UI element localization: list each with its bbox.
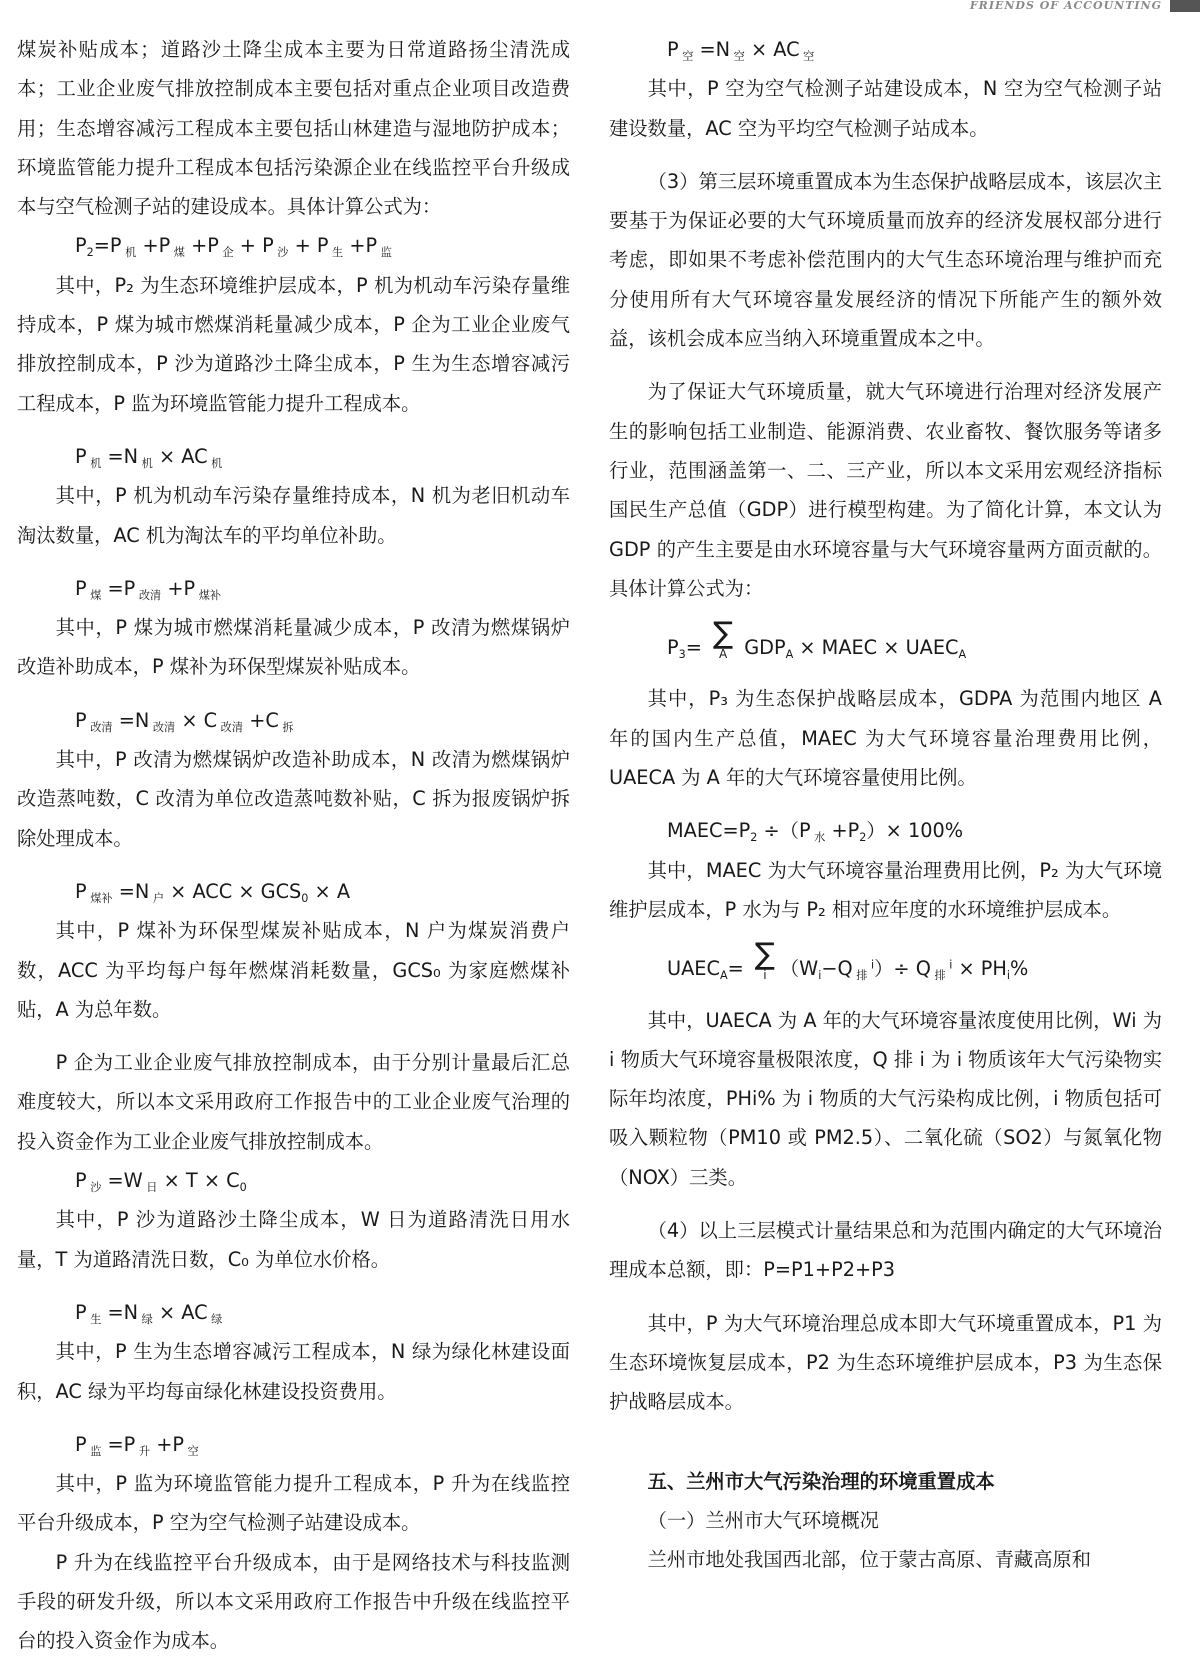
paragraph: 其中，P 机为机动车污染存量维持成本，N 机为老旧机动车淘汰数量，AC 机为淘汰车的平均单位补助。: [17, 484, 570, 547]
journal-header: [910, 0, 1200, 12]
section-heading: 五、兰州市大气污染治理的环境重置成本: [647, 1469, 995, 1493]
paragraph: 其中，UAECA 为 A 年的大气环境容量浓度使用比例，Wi 为 i 物质大气环境容量极限浓度，Q 排 i 为 i 物质该年大气污染物实际年均浓度，PHi% 为 i 物质的大气污染构成比例，i 物质包括可吸入颗粒物（PM10 或 PM2.5）、二氧化硫（SO2）与氮氧化物（NOX）三类。: [609, 1008, 1162, 1189]
formula-p2: $P_2=P$ $_机$ +P $_煤$ +P $_企$ + P $_沙$ + P $_生$ +P $_监$: [75, 234, 392, 260]
paragraph: （4）以上三层模式计量结果总和为范围内确定的大气环境治理成本总额，即：P=P1+P2+P3: [609, 1219, 1162, 1282]
sum-symbol: ∑ i: [754, 937, 776, 983]
formula-maec: $MAEC=P_2 \div(P$ $_水 +P_2)\times 100\%$: [667, 819, 964, 845]
formula-p-mei: P $_煤$ =P $_{改清}$ +P $_{煤补}$: [75, 576, 222, 602]
journal-header-text: FRIENDS OF ACCOUNTING: [969, 0, 1162, 12]
paragraph: 其中，P₂ 为生态环境维护层成本，P 机为机动车污染存量维持成本，P 煤为城市燃煤消耗量减少成本，P 企为工业企业废气排放控制成本，P 沙为道路沙土降尘成本，P 生为生态增容减污工程成本，P 监为环境监管能力提升工程成本。: [17, 273, 570, 415]
paragraph: 为了保证大气环境质量，就大气环境进行治理对经济发展产生的影响包括工业制造、能源消费、农业畜牧、餐饮服务等诸多行业，范围涵盖第一、二、三产业，所以本文采用宏观经济指标国民生产总值（GDP）进行模型构建。为了简化计算，本文认为 GDP 的产生主要是由水环境容量与大气环境容量两方面贡献的。具体计算公式为：: [609, 380, 1162, 600]
paragraph: 其中，P 空为空气检测子站建设成本，N 空为空气检测子站建设数量，AC 空为平均空气检测子站成本。: [609, 77, 1162, 140]
paragraph: （3）第三层环境重置成本为生态保护战略层成本，该层次主要基于为保证必要的大气环境质量而放弃的经济发展权部分进行考虑，即如果不考虑补偿范围内的大气生态环境治理与维护而充分使用所有大气环境容量发展经济的情况下所能产生的额外效益，该机会成本应当纳入环境重置成本之中。: [609, 169, 1162, 351]
paragraph: 其中，P₃ 为生态保护战略层成本，GDPA 为范围内地区 A 年的国内生产总值，MAEC 为大气环境容量治理费用比例，UAECA 为 A 年的大气环境容量使用比例。: [609, 687, 1162, 790]
right-column: [609, 30, 1162, 1579]
paragraph: 其中，P 煤补为环保型煤炭补贴成本，N 户为煤炭消费户数，ACC 为平均每户每年燃煤消耗数量，GCS₀ 为家庭燃煤补贴，A 为总年数。: [17, 919, 570, 1021]
paragraph: 其中，P 煤为城市燃煤消耗量减少成本，P 改清为燃煤锅炉改造补助成本，P 煤补为环保型煤炭补贴成本。: [17, 616, 570, 679]
paragraph: 其中，P 改清为燃煤锅炉改造补助成本，N 改清为燃煤锅炉改造蒸吨数，C 改清为单位改造蒸吨数补贴，C 拆为报废锅炉拆除处理成本。: [17, 748, 570, 850]
formula-p-jian: P $_监$ =P $_升$ +P $_空$: [75, 1432, 199, 1458]
paragraph: P 企为工业企业废气排放控制成本，由于分别计量最后汇总难度较大，所以本文采用政府工作报告中的工业企业废气治理的投入资金作为工业企业废气排放控制成本。: [17, 1051, 570, 1153]
paragraph: 煤炭补贴成本；道路沙土降尘成本主要为日常道路扬尘清洗成本；工业企业废气排放控制成本主要包括对重点企业项目改造费用；生态增容减污工程成本主要包括山林建造与湿地防护成本；环境监管能力提升工程成本包括污染源企业在线监控平台升级成本与空气检测子站的建设成本。具体计算公式为：: [17, 38, 570, 219]
formula-p-kong: P $_空$ =N $_空$ × AC $_空$: [667, 38, 815, 63]
formula-p-sha: P $_沙$ =W $_日 \times T \times C_0$: [75, 1169, 247, 1194]
formula-p3: $P_3=$ ∑ A $GDP_A$ × MAEC × $UAEC_A$: [667, 616, 967, 662]
subsection-heading: （一）兰州市大气环境概况: [647, 1508, 879, 1532]
paragraph: 其中，P 生为生态增容减污工程成本，N 绿为绿化林建设面积，AC 绿为平均每亩绿化林建设投资费用。: [17, 1340, 570, 1403]
sum-symbol: ∑ A: [712, 616, 734, 662]
header-accent-block: [1170, 0, 1200, 12]
paragraph: 其中，P 监为环境监管能力提升工程成本，P 升为在线监控平台升级成本，P 空为空气检测子站建设成本。: [17, 1472, 570, 1535]
formula-p-meibu: P $_{煤补}$ =N $_户$ × ACC × $GCS_0 \times A$: [75, 879, 351, 905]
formula-p-sheng: P $_生$ =N $_绿$ × AC $_绿$: [75, 1300, 223, 1326]
paragraph: 其中，P 为大气环境治理总成本即大气环境重置成本，P1 为生态环境恢复层成本，P2 为生态环境维护层成本，P3 为生态保护战略层成本。: [609, 1311, 1162, 1414]
formula-p-gaiqing: P $_{改清}$ =N $_{改清}$ × C $_{改清}$ +C $_拆$: [75, 708, 294, 734]
paragraph: P 升为在线监控平台升级成本，由于是网络技术与科技监测手段的研发升级，所以本文采用政府工作报告中升级在线监控平台的投入资金作为成本。: [17, 1550, 570, 1653]
paragraph: 其中，MAEC 为大气环境容量治理费用比例，P₂ 为大气环境维护层成本，P 水为与 P₂ 相对应年度的水环境维护层成本。: [609, 858, 1162, 921]
formula-uaec: $UAEC_A=$ ∑ i （$W_i-Q$ $_排$ $^i$）÷ Q $_排$ $^i \times PH_i\%$: [667, 937, 1029, 983]
left-column: [17, 30, 570, 1661]
paragraph: 其中，P 沙为道路沙土降尘成本，W 日为道路清洗日用水量，T 为道路清洗日数，C₀ 为单位水价格。: [17, 1208, 570, 1271]
formula-p-ji: P $_机$ =N $_机$ × AC $_机$: [75, 444, 223, 470]
paragraph: 兰州市地处我国西北部，位于蒙古高原、青藏高原和: [647, 1548, 1092, 1572]
